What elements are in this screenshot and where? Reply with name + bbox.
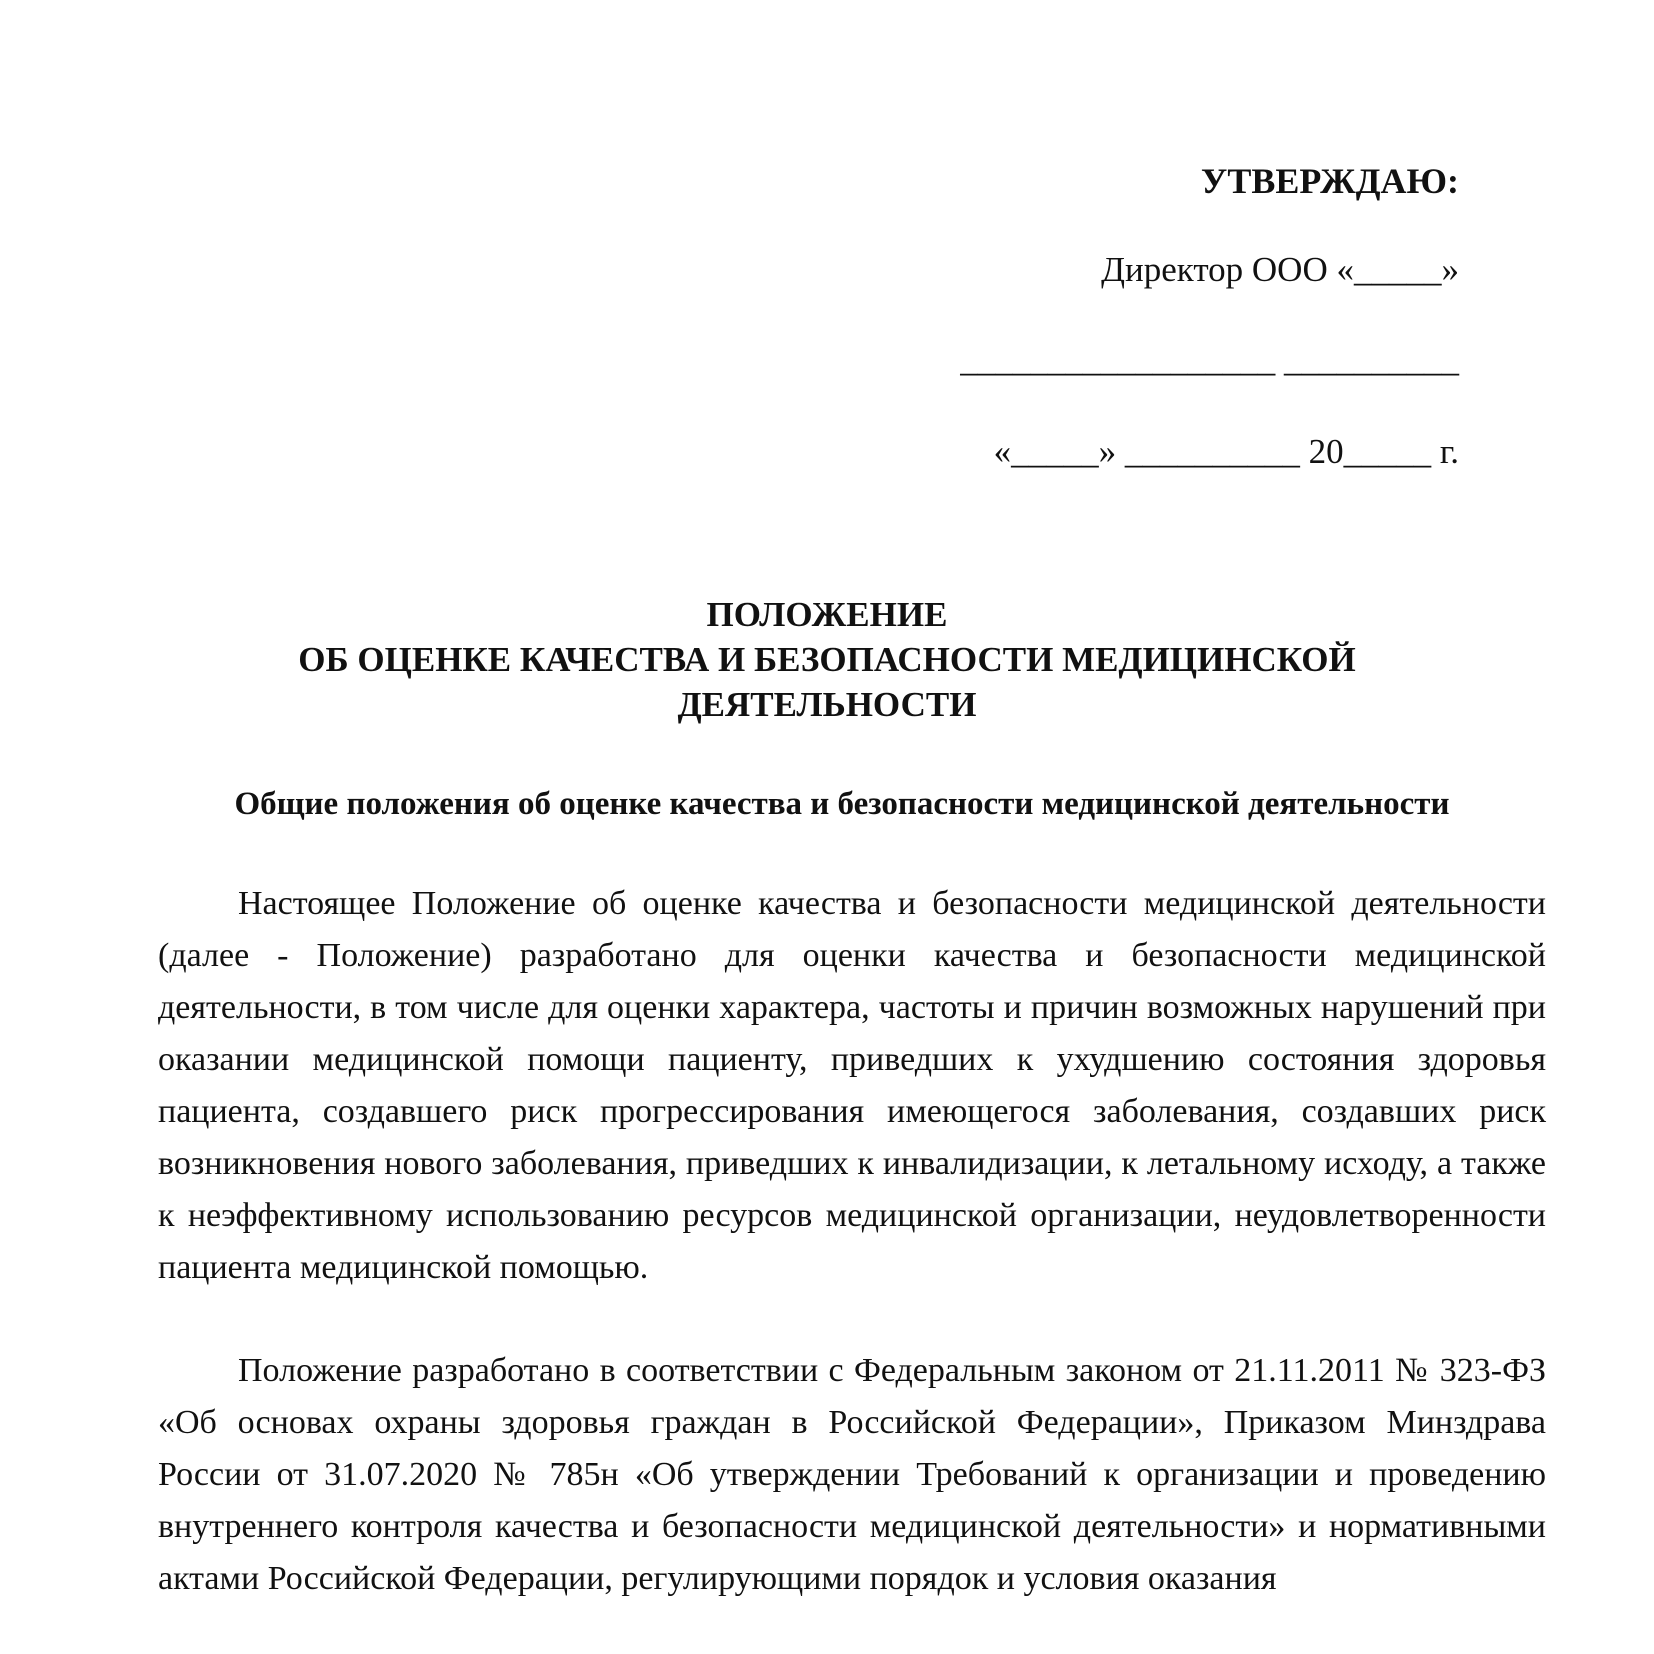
paragraph-2: Положение разработано в соответствии с Федеральным законом от 21.11.2011 № 323-ФЗ «Об основах охраны здоровья граждан в Российской Федерации», Приказом Минздрава России от 31.07.2020 № 785н «Об утверждении Требований к организации и проведению внутреннего контроля качества и безопасности медицинской деятельности» и нормативными актами Российской Федерации, регулирующими порядок и условия оказания (158, 1352, 1546, 1597)
approval-signature-line: __________________ __________ (960, 340, 1459, 379)
document-title-line-1: ПОЛОЖЕНИЕ (706, 595, 948, 634)
document-title-line-2: ОБ ОЦЕНКЕ КАЧЕСТВА И БЕЗОПАСНОСТИ МЕДИЦИНСКОЙ (298, 640, 1356, 679)
paragraph-1: Настоящее Положение об оценке качества и безопасности медицинской деятельности (далее - Положение) разработано для оценки качества и безопасности медицинской деятельности, в том числе для оценки характера, частоты и причин возможных нарушений при оказании медицинской помощи пациенту, приведших к ухудшению состояния здоровья пациента, создавшего риск прогрессирования имеющегося заболевания, создавших риск возникновения нового заболевания, приведших к инвалидизации, к летальному исходу, а также к неэффективному использованию ресурсов медицинской организации, неудовлетворенности пациента медицинской помощью. (158, 885, 1546, 1286)
approval-title: УТВЕРЖДАЮ: (1200, 161, 1459, 201)
document-title-line-3: ДЕЯТЕЛЬНОСТИ (677, 685, 977, 724)
document-title (0, 592, 1654, 727)
approval-director: Директор ООО «_____» (1101, 250, 1459, 289)
approval-date-line: «_____» __________ 20_____ г. (993, 432, 1459, 471)
section-title: Общие положения об оценке качества и безопасности медицинской деятельности (234, 786, 1450, 822)
